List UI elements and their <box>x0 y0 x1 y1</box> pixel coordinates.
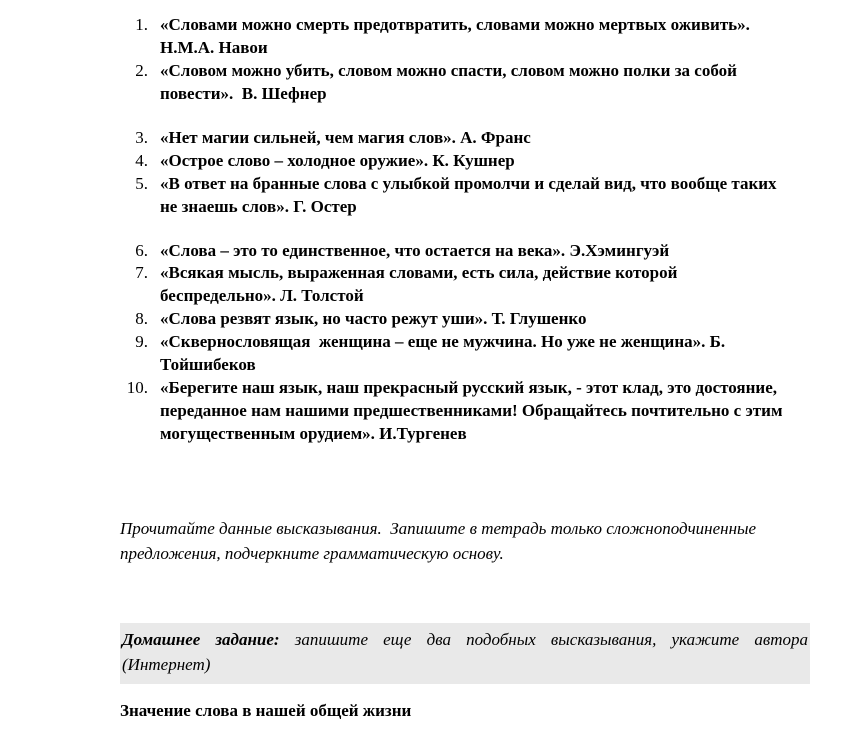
list-item-number: 9. <box>135 332 148 352</box>
list-item-number: 2. <box>135 60 148 80</box>
list-item-text: «В ответ на бранные слова с улыбкой промолчи и сделай вид, что вообще таких не знаешь слов». Г. Остер <box>160 173 781 216</box>
list-item <box>120 14 810 60</box>
quotes-list <box>120 14 810 446</box>
list-item <box>120 308 810 331</box>
list-item-number: 8. <box>135 309 148 329</box>
list-item-number: 7. <box>135 263 148 283</box>
list-item <box>120 262 810 308</box>
list-item-number: 6. <box>135 240 148 260</box>
list-item <box>120 331 810 377</box>
instruction-paragraph: Прочитайте данные высказывания. Запишите в тетрадь только сложноподчиненные предложения, подчеркните грамматическую основу. <box>120 518 761 564</box>
list-item-number: 10. <box>126 378 148 398</box>
list-item-number: 4. <box>135 150 148 170</box>
list-item <box>120 173 810 219</box>
list-item-text: «Словом можно убить, словом можно спасти, словом можно полки за собой повести». В. Шефнер <box>160 60 742 103</box>
list-item-text: «Острое слово – холодное оружие». К. Кушнер <box>160 150 515 170</box>
homework-text: запишите еще два подобных высказывания, укажите автора (Интернет) <box>122 629 808 675</box>
list-item-text: «Слова – это то единственное, что остается на века». Э.Хэмингуэй <box>160 240 670 260</box>
homework-label: Домашнее задание: <box>122 629 280 649</box>
list-item-text: «Словами можно смерть предотвратить, словами можно мертвых оживить». Н.М.А. Навои <box>160 15 755 57</box>
list-item-text: «Сквернословящая женщина – еще не мужчина. Но уже не женщина». Б. Тойшибеков <box>160 332 730 375</box>
list-item-text: «Слова резвят язык, но часто режут уши». Т. Глушенко <box>160 309 587 329</box>
homework-highlight-block <box>120 623 810 684</box>
list-item <box>120 377 810 446</box>
list-item-number: 3. <box>135 127 148 147</box>
list-item-text: «Берегите наш язык, наш прекрасный русский язык, - этот клад, это достояние, переданное нам нашими предшественниками! Обращайтесь почтительно с этим могущественным орудием». И.Тургенев <box>160 378 787 443</box>
list-item <box>120 150 810 173</box>
list-item-number: 1. <box>135 15 148 34</box>
list-item-text: «Всякая мысль, выраженная словами, есть сила, действие которой беспредельно». Л. Толстой <box>160 263 682 306</box>
list-item-number: 5. <box>135 173 148 193</box>
list-item-text: «Нет магии сильней, чем магия слов». А. Франс <box>160 127 531 147</box>
list-item <box>120 127 810 150</box>
list-item <box>120 60 810 106</box>
partially-visible-line: Значение слова в нашей общей жизни <box>120 700 412 720</box>
list-item <box>120 240 810 263</box>
